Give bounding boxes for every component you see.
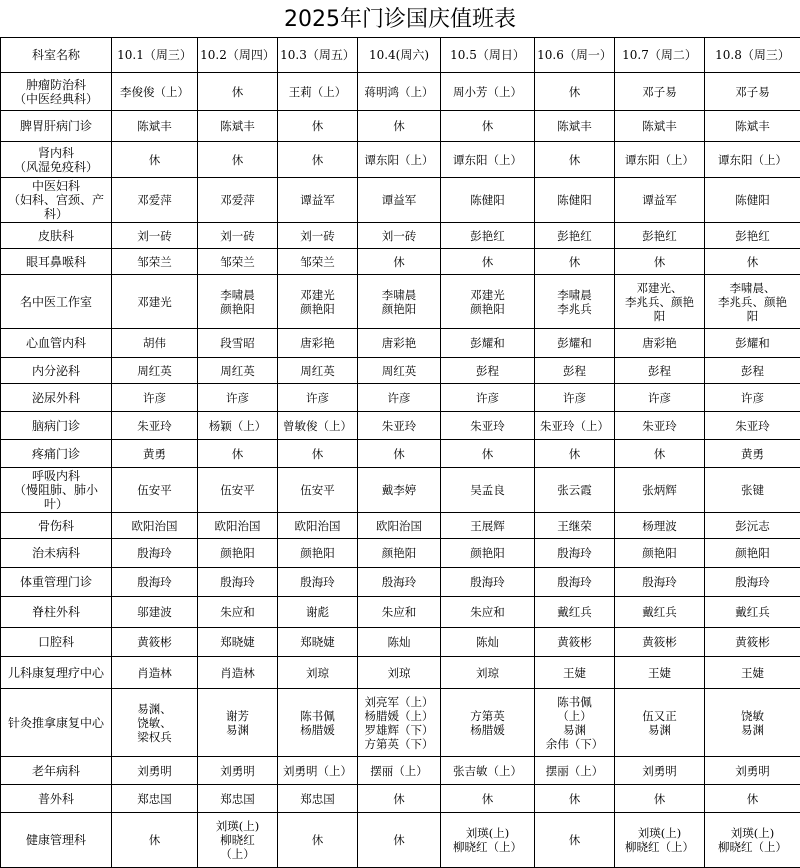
duty-cell: 殷海玲 [535, 568, 615, 597]
department-cell: 内分泌科 [1, 358, 112, 384]
table-row [1, 223, 800, 249]
duty-cell: 陈斌丰 [112, 111, 198, 142]
duty-cell: 邓爱萍 [198, 178, 278, 223]
duty-cell: 许彦 [535, 384, 615, 412]
duty-cell: 殷海玲 [441, 568, 535, 597]
duty-cell: 休 [358, 111, 441, 142]
duty-cell: 周小芳（上） [441, 73, 535, 111]
duty-cell: 休 [198, 73, 278, 111]
duty-cell: 陈斌丰 [615, 111, 705, 142]
duty-cell: 休 [112, 142, 198, 178]
header-date: 10.8（周三） [705, 38, 800, 73]
duty-cell: 欧阳治国 [112, 513, 198, 539]
duty-cell: 陈健阳 [441, 178, 535, 223]
duty-cell: 欧阳治国 [198, 513, 278, 539]
duty-cell: 休 [535, 249, 615, 275]
table-row [1, 513, 800, 539]
department-cell: 疼痛门诊 [1, 440, 112, 468]
duty-cell: 彭艳红 [535, 223, 615, 249]
duty-cell: 彭程 [441, 358, 535, 384]
department-cell: 普外科 [1, 785, 112, 813]
duty-cell: 颜艳阳 [441, 539, 535, 568]
duty-cell: 休 [278, 813, 358, 868]
duty-cell: 周红英 [112, 358, 198, 384]
duty-cell: 朱亚玲 [441, 412, 535, 440]
duty-cell: 谭东阳（上） [358, 142, 441, 178]
duty-cell: 谢彪 [278, 597, 358, 628]
duty-cell: 休 [358, 249, 441, 275]
duty-cell: 谭益军 [615, 178, 705, 223]
duty-cell: 刘勇明（上） [278, 757, 358, 785]
table-row [1, 111, 800, 142]
duty-cell: 周红英 [358, 358, 441, 384]
duty-cell: 殷海玲 [615, 568, 705, 597]
duty-cell: 方第英 杨腊媛 [441, 689, 535, 757]
table-row [1, 412, 800, 440]
duty-cell: 休 [278, 111, 358, 142]
table-row [1, 329, 800, 358]
table-row [1, 358, 800, 384]
duty-cell: 刘一砖 [112, 223, 198, 249]
duty-cell: 朱亚玲 [615, 412, 705, 440]
duty-cell: 刘琼 [278, 657, 358, 689]
duty-cell: 郑晓婕 [198, 628, 278, 657]
header-department: 科室名称 [1, 38, 112, 73]
department-cell: 泌尿外科 [1, 384, 112, 412]
header-date: 10.7（周二） [615, 38, 705, 73]
duty-cell: 朱亚玲 [705, 412, 800, 440]
duty-cell: 陈健阳 [705, 178, 800, 223]
duty-cell: 吴孟良 [441, 468, 535, 513]
duty-cell: 刘瑛(上) 柳晓红（上） [441, 813, 535, 868]
department-cell: 脑病门诊 [1, 412, 112, 440]
duty-cell: 殷海玲 [112, 539, 198, 568]
duty-cell: 欧阳治国 [278, 513, 358, 539]
duty-cell: 休 [198, 142, 278, 178]
duty-cell: 休 [615, 249, 705, 275]
duty-cell: 休 [705, 249, 800, 275]
duty-cell: 许彦 [441, 384, 535, 412]
duty-cell: 刘勇明 [198, 757, 278, 785]
duty-cell: 李啸晨 颜艳阳 [198, 275, 278, 329]
table-row [1, 468, 800, 513]
department-cell: 老年病科 [1, 757, 112, 785]
duty-cell: 戴红兵 [615, 597, 705, 628]
duty-cell: 休 [358, 440, 441, 468]
duty-cell: 邬建波 [112, 597, 198, 628]
duty-cell: 殷海玲 [198, 568, 278, 597]
duty-cell: 周红英 [198, 358, 278, 384]
duty-cell: 王婕 [535, 657, 615, 689]
duty-cell: 王继荣 [535, 513, 615, 539]
duty-cell: 刘一砖 [278, 223, 358, 249]
duty-cell: 朱应和 [198, 597, 278, 628]
duty-cell: 杨颖（上） [198, 412, 278, 440]
duty-cell: 王婕 [705, 657, 800, 689]
duty-cell: 邹荣兰 [198, 249, 278, 275]
duty-cell: 谢芳 易渊 [198, 689, 278, 757]
duty-cell: 张键 [705, 468, 800, 513]
duty-cell: 休 [535, 813, 615, 868]
duty-cell: 摆丽（上） [535, 757, 615, 785]
duty-cell: 刘亮军（上） 杨腊媛（上） 罗雄辉（下） 方第英（下） [358, 689, 441, 757]
duty-cell: 殷海玲 [358, 568, 441, 597]
duty-cell: 段雪昭 [198, 329, 278, 358]
duty-cell: 曾敏俊（上） [278, 412, 358, 440]
duty-cell: 戴红兵 [705, 597, 800, 628]
duty-cell: 谭益军 [278, 178, 358, 223]
duty-cell: 肖造林 [112, 657, 198, 689]
duty-cell: 休 [615, 440, 705, 468]
table-row [1, 597, 800, 628]
duty-cell: 张吉敏（上） [441, 757, 535, 785]
duty-cell: 休 [278, 440, 358, 468]
header-date: 10.5（周日） [441, 38, 535, 73]
duty-cell: 休 [198, 440, 278, 468]
duty-cell: 陈书佩 （上） 易渊 余伟（下） [535, 689, 615, 757]
duty-cell: 许彦 [278, 384, 358, 412]
department-cell: 针灸推拿康复中心 [1, 689, 112, 757]
duty-cell: 郑忠国 [112, 785, 198, 813]
duty-cell: 陈健阳 [535, 178, 615, 223]
duty-cell: 休 [535, 785, 615, 813]
duty-cell: 许彦 [198, 384, 278, 412]
duty-cell: 颜艳阳 [358, 539, 441, 568]
duty-cell: 许彦 [112, 384, 198, 412]
table-row [1, 178, 800, 223]
duty-cell: 休 [535, 440, 615, 468]
duty-cell: 朱应和 [441, 597, 535, 628]
department-cell: 儿科康复理疗中心 [1, 657, 112, 689]
duty-cell: 黄筱彬 [705, 628, 800, 657]
duty-cell: 黄勇 [112, 440, 198, 468]
table-row [1, 657, 800, 689]
duty-cell: 张云霞 [535, 468, 615, 513]
duty-cell: 戴红兵 [535, 597, 615, 628]
duty-cell: 王莉（上） [278, 73, 358, 111]
duty-cell: 殷海玲 [535, 539, 615, 568]
duty-cell: 易渊、 饶敏、 梁权兵 [112, 689, 198, 757]
table-row [1, 142, 800, 178]
duty-cell: 肖造林 [198, 657, 278, 689]
duty-cell: 刘琼 [358, 657, 441, 689]
department-cell: 名中医工作室 [1, 275, 112, 329]
duty-cell: 戴李婷 [358, 468, 441, 513]
duty-cell: 黄筱彬 [615, 628, 705, 657]
duty-cell: 黄筱彬 [112, 628, 198, 657]
duty-cell: 休 [441, 785, 535, 813]
department-cell: 骨伤科 [1, 513, 112, 539]
header-date: 10.4(周六) [358, 38, 441, 73]
header-date: 10.3（周五） [278, 38, 358, 73]
duty-cell: 刘瑛(上) 柳晓红 （上） [198, 813, 278, 868]
duty-cell: 伍安平 [278, 468, 358, 513]
table-row [1, 440, 800, 468]
duty-cell: 刘琼 [441, 657, 535, 689]
duty-cell: 休 [112, 813, 198, 868]
duty-cell: 休 [278, 142, 358, 178]
duty-cell: 李啸晨 李兆兵 [535, 275, 615, 329]
duty-cell: 胡伟 [112, 329, 198, 358]
table-header-row [1, 38, 800, 73]
duty-cell: 彭艳红 [441, 223, 535, 249]
duty-cell: 彭程 [615, 358, 705, 384]
duty-cell: 颜艳阳 [278, 539, 358, 568]
duty-cell: 朱应和 [358, 597, 441, 628]
duty-cell: 蒋明鸿（上） [358, 73, 441, 111]
duty-cell: 刘瑛(上) 柳晓红（上） [615, 813, 705, 868]
duty-cell: 伍安平 [112, 468, 198, 513]
duty-cell: 唐彩艳 [278, 329, 358, 358]
duty-cell: 许彦 [615, 384, 705, 412]
department-cell: 中医妇科 （妇科、宫颈、产 科） [1, 178, 112, 223]
duty-cell: 王展辉 [441, 513, 535, 539]
duty-cell: 周红英 [278, 358, 358, 384]
duty-cell: 邓爱萍 [112, 178, 198, 223]
header-date: 10.2（周四） [198, 38, 278, 73]
duty-cell: 殷海玲 [278, 568, 358, 597]
duty-cell: 彭耀和 [441, 329, 535, 358]
duty-cell: 邓子易 [705, 73, 800, 111]
duty-cell: 黄勇 [705, 440, 800, 468]
duty-cell: 欧阳治国 [358, 513, 441, 539]
department-cell: 肾内科 （风湿免疫科） [1, 142, 112, 178]
duty-cell: 殷海玲 [112, 568, 198, 597]
duty-cell: 谭东阳（上） [441, 142, 535, 178]
duty-cell: 休 [705, 785, 800, 813]
table-row [1, 785, 800, 813]
department-cell: 呼吸内科 （慢阻肺、肺小 叶） [1, 468, 112, 513]
duty-cell: 张炳辉 [615, 468, 705, 513]
duty-cell: 伍又正 易渊 [615, 689, 705, 757]
duty-cell: 陈斌丰 [198, 111, 278, 142]
page-title: 2025年门诊国庆值班表 [0, 0, 800, 37]
duty-cell: 邓子易 [615, 73, 705, 111]
duty-cell: 唐彩艳 [615, 329, 705, 358]
department-cell: 皮肤科 [1, 223, 112, 249]
duty-cell: 颜艳阳 [615, 539, 705, 568]
duty-cell: 饶敏 易渊 [705, 689, 800, 757]
duty-cell: 朱亚玲 [358, 412, 441, 440]
table-row [1, 689, 800, 757]
duty-cell: 李啸晨、 李兆兵、颜艳 阳 [705, 275, 800, 329]
duty-cell: 彭耀和 [535, 329, 615, 358]
duty-cell: 伍安平 [198, 468, 278, 513]
duty-cell: 郑晓婕 [278, 628, 358, 657]
duty-cell: 邹荣兰 [112, 249, 198, 275]
department-cell: 体重管理门诊 [1, 568, 112, 597]
header-date: 10.6（周一） [535, 38, 615, 73]
department-cell: 治未病科 [1, 539, 112, 568]
duty-cell: 陈灿 [441, 628, 535, 657]
duty-cell: 刘一砖 [198, 223, 278, 249]
table-row [1, 275, 800, 329]
duty-cell: 刘瑛(上) 柳晓红（上） [705, 813, 800, 868]
duty-cell: 刘勇明 [705, 757, 800, 785]
duty-cell: 郑忠国 [198, 785, 278, 813]
duty-cell: 颜艳阳 [198, 539, 278, 568]
duty-cell: 休 [615, 785, 705, 813]
duty-cell: 郑忠国 [278, 785, 358, 813]
duty-cell: 邓建光 颜艳阳 [278, 275, 358, 329]
table-row [1, 568, 800, 597]
duty-cell: 陈灿 [358, 628, 441, 657]
department-cell: 口腔科 [1, 628, 112, 657]
department-cell: 心血管内科 [1, 329, 112, 358]
duty-cell: 陈斌丰 [535, 111, 615, 142]
duty-cell: 彭艳红 [705, 223, 800, 249]
duty-cell: 杨理波 [615, 513, 705, 539]
duty-cell: 陈书佩 杨腊媛 [278, 689, 358, 757]
duty-cell: 邓建光 [112, 275, 198, 329]
duty-cell: 颜艳阳 [705, 539, 800, 568]
department-cell: 健康管理科 [1, 813, 112, 868]
duty-cell: 朱亚玲 [112, 412, 198, 440]
duty-cell: 邓建光、 李兆兵、颜艳 阳 [615, 275, 705, 329]
duty-cell: 唐彩艳 [358, 329, 441, 358]
duty-cell: 休 [358, 813, 441, 868]
duty-cell: 彭耀和 [705, 329, 800, 358]
duty-cell: 谭益军 [358, 178, 441, 223]
duty-cell: 休 [441, 440, 535, 468]
duty-cell: 彭沅志 [705, 513, 800, 539]
department-cell: 脊柱外科 [1, 597, 112, 628]
table-row [1, 757, 800, 785]
duty-cell: 休 [441, 111, 535, 142]
duty-cell: 休 [441, 249, 535, 275]
duty-cell: 邓建光 颜艳阳 [441, 275, 535, 329]
duty-cell: 黄筱彬 [535, 628, 615, 657]
duty-table [0, 37, 800, 868]
table-row [1, 384, 800, 412]
duty-cell: 刘一砖 [358, 223, 441, 249]
header-date: 10.1（周三） [112, 38, 198, 73]
duty-cell: 李啸晨 颜艳阳 [358, 275, 441, 329]
duty-cell: 许彦 [705, 384, 800, 412]
duty-cell: 摆丽（上） [358, 757, 441, 785]
duty-cell: 邹荣兰 [278, 249, 358, 275]
duty-cell: 李俊俊（上） [112, 73, 198, 111]
duty-cell: 谭东阳（上） [705, 142, 800, 178]
duty-cell: 陈斌丰 [705, 111, 800, 142]
duty-cell: 休 [535, 73, 615, 111]
table-row [1, 73, 800, 111]
duty-cell: 谭东阳（上） [615, 142, 705, 178]
duty-cell: 王婕 [615, 657, 705, 689]
duty-cell: 休 [535, 142, 615, 178]
duty-cell: 彭程 [535, 358, 615, 384]
duty-cell: 朱亚玲（上） [535, 412, 615, 440]
duty-cell: 刘勇明 [112, 757, 198, 785]
duty-cell: 彭艳红 [615, 223, 705, 249]
duty-cell: 殷海玲 [705, 568, 800, 597]
department-cell: 眼耳鼻喉科 [1, 249, 112, 275]
department-cell: 肿瘤防治科 （中医经典科） [1, 73, 112, 111]
table-row [1, 249, 800, 275]
department-cell: 脾胃肝病门诊 [1, 111, 112, 142]
table-row [1, 813, 800, 868]
duty-cell: 休 [358, 785, 441, 813]
duty-cell: 许彦 [358, 384, 441, 412]
table-row [1, 628, 800, 657]
table-row [1, 539, 800, 568]
duty-cell: 刘勇明 [615, 757, 705, 785]
duty-cell: 彭程 [705, 358, 800, 384]
